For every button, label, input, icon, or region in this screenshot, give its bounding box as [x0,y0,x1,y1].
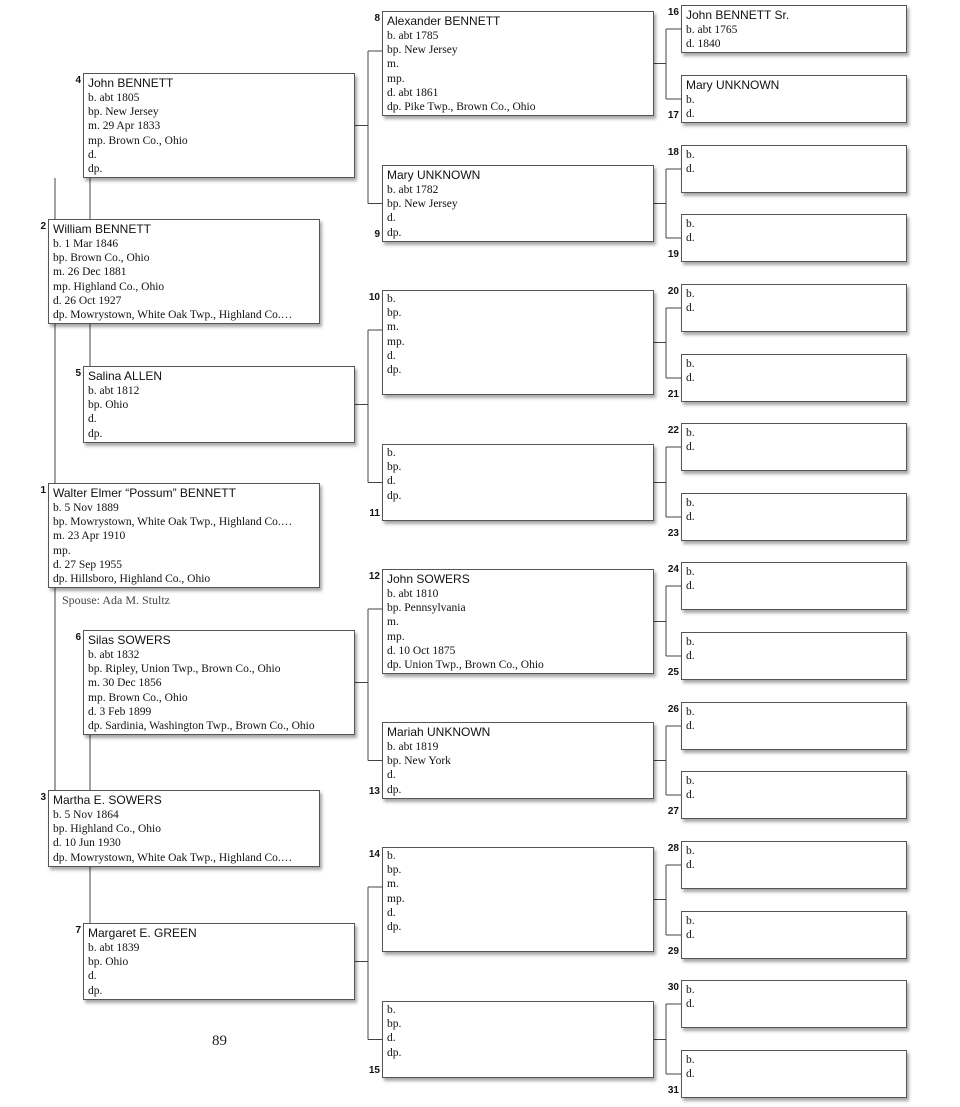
person-fact: b. 1 Mar 1846 [53,238,119,250]
person-name: Mary UNKNOWN [686,78,780,92]
person-fact: mp. [53,544,71,557]
person-box-15 [382,1001,654,1078]
ahnentafel-number: 4 [75,75,81,86]
person-name: John SOWERS [387,572,470,586]
person-fact: bp. Ohio [88,399,129,412]
person-fact: dp. [387,226,402,239]
person-fact: d. 1840 [686,38,721,50]
person-fact: b. [686,566,695,578]
person-fact: dp. [387,1046,402,1059]
ahnentafel-number: 27 [667,806,679,817]
page-number: 89 [212,1033,227,1049]
person-fact: d. [387,769,396,782]
person-fact: bp. [387,1018,402,1031]
person-fact: bp. New Jersey [88,106,159,119]
person-fact: b. abt 1819 [387,741,439,753]
person-fact: m. 30 Dec 1856 [88,677,162,690]
person-fact: d. [88,413,97,426]
person-box-14 [382,847,654,952]
ahnentafel-number: 2 [40,221,46,232]
person-fact: b. [686,775,695,787]
person-fact: d. 26 Oct 1927 [53,294,122,307]
ahnentafel-number: 15 [368,1065,380,1076]
person-fact: dp. [88,163,103,176]
person-fact: b. [686,845,695,857]
ahnentafel-number: 26 [667,704,679,715]
person-fact: dp. [387,783,402,796]
person-fact: mp. Highland Co., Ohio [53,280,165,293]
person-name: John BENNETT [88,76,174,90]
ahnentafel-number: 6 [75,632,81,643]
person-fact: b. [686,94,695,106]
person-box-18 [681,145,907,193]
person-fact: d. abt 1861 [387,86,439,99]
person-fact: d. [686,859,695,871]
person-box-21 [681,354,907,402]
person-box-16 [681,5,907,53]
ahnentafel-number: 23 [667,528,679,539]
person-fact: b. [686,288,695,300]
ahnentafel-number: 1 [40,485,46,496]
person-fact: d. [686,108,695,120]
person-fact: d. 3 Feb 1899 [88,705,152,718]
person-fact: bp. Brown Co., Ohio [53,252,150,265]
person-fact: d. [686,998,695,1010]
person-fact: d. [686,163,695,175]
person-fact: mp. [387,892,405,905]
person-fact: b. [686,149,695,161]
person-name: Martha E. SOWERS [53,793,162,807]
person-fact: b. abt 1839 [88,942,140,954]
person-box-7 [83,923,355,1000]
person-box-24 [681,562,907,610]
person-box-13 [382,722,654,799]
person-fact: b. abt 1805 [88,92,140,104]
person-fact: mp. Brown Co., Ohio [88,134,188,147]
person-fact: dp. [387,489,402,502]
person-box-19 [681,214,907,262]
person-fact: b. abt 1782 [387,184,439,196]
person-box-11 [382,444,654,521]
person-fact: m. 29 Apr 1833 [88,120,161,133]
person-fact: b. [686,1054,695,1066]
person-fact: d. [686,302,695,314]
person-fact: b. 5 Nov 1889 [53,502,119,514]
person-name: William BENNETT [53,222,151,236]
person-fact: d. [686,929,695,941]
person-fact: b. [686,358,695,370]
person-fact: b. abt 1765 [686,24,738,36]
person-fact: d. [387,1032,396,1045]
person-box-12 [382,569,654,674]
ahnentafel-number: 9 [374,229,380,240]
person-fact: bp. New Jersey [387,198,458,211]
person-fact: b. [686,984,695,996]
person-fact: dp. Union Twp., Brown Co., Ohio [387,659,544,672]
person-fact: m. 26 Dec 1881 [53,266,127,279]
person-fact: d. [686,511,695,523]
person-fact: dp. [88,427,103,440]
person-name: Mary UNKNOWN [387,168,481,182]
person-fact: b. [686,636,695,648]
person-box-25 [681,632,907,680]
person-fact: d. [686,372,695,384]
person-fact: m. [387,321,399,334]
person-fact: b. abt 1812 [88,385,140,397]
person-fact: bp. [387,307,402,320]
person-fact: mp. [387,335,405,348]
ahnentafel-number: 14 [368,849,380,860]
person-fact: d. [387,349,396,362]
person-box-17 [681,75,907,123]
person-fact: d. [686,720,695,732]
person-box-4 [83,73,355,178]
ahnentafel-number: 3 [40,792,46,803]
ahnentafel-number: 5 [75,368,81,379]
person-fact: dp. [88,984,103,997]
person-fact: m. [387,878,399,891]
person-box-31 [681,1050,907,1098]
person-box-5 [83,366,355,443]
ahnentafel-number: 17 [667,110,679,121]
person-name: Alexander BENNETT [387,14,501,28]
person-fact: dp. Pike Twp., Brown Co., Ohio [387,101,536,114]
person-fact: dp. Mowrystown, White Oak Twp., Highland Co.… [53,851,293,864]
person-box-2 [48,219,320,324]
person-fact: bp. Ripley, Union Twp., Brown Co., Ohio [88,663,281,676]
person-fact: dp. [387,364,402,377]
person-box-23 [681,493,907,541]
ahnentafel-number: 12 [368,571,380,582]
spouse-note: Spouse: Ada M. Stultz [62,593,171,607]
ahnentafel-number: 24 [667,564,679,575]
person-fact: b. [387,293,396,305]
person-fact: b. abt 1810 [387,588,439,600]
person-fact: mp. Brown Co., Ohio [88,691,188,704]
ahnentafel-number: 16 [667,7,679,18]
person-fact: d. [387,212,396,225]
ahnentafel-number: 8 [374,13,380,24]
person-name: Mariah UNKNOWN [387,725,491,739]
person-fact: d. [88,148,97,161]
person-box-27 [681,771,907,819]
person-fact: dp. Mowrystown, White Oak Twp., Highland Co.… [53,309,293,322]
person-box-22 [681,423,907,471]
ahnentafel-number: 22 [667,425,679,436]
person-fact: d. [387,906,396,919]
person-fact: d. [686,441,695,453]
ahnentafel-number: 11 [369,508,380,519]
person-fact: d. [686,789,695,801]
ahnentafel-number: 30 [667,982,679,993]
person-fact: mp. [387,72,405,85]
person-name: Walter Elmer “Possum” BENNETT [53,486,236,500]
ahnentafel-number: 13 [368,786,380,797]
ahnentafel-number: 21 [667,389,679,400]
ahnentafel-number: 28 [667,843,679,854]
person-fact: bp. [387,864,402,877]
person-fact: bp. Ohio [88,956,129,969]
person-fact: b. abt 1832 [88,649,140,661]
person-fact: bp. New Jersey [387,44,458,57]
ahnentafel-number: 19 [667,249,679,260]
person-fact: mp. [387,630,405,643]
person-fact: b. [387,447,396,459]
person-fact: d. [686,650,695,662]
person-box-9 [382,165,654,242]
person-fact: m. [387,58,399,71]
person-name: John BENNETT Sr. [686,8,790,22]
ahnentafel-number: 29 [667,946,679,957]
person-box-1 [48,483,320,588]
person-name: Salina ALLEN [88,369,163,383]
person-fact: b. [686,497,695,509]
person-fact: dp. Sardinia, Washington Twp., Brown Co., Ohio [88,720,315,733]
person-fact: m. [387,616,399,629]
person-fact: b. [387,1004,396,1016]
person-box-30 [681,980,907,1028]
person-box-20 [681,284,907,332]
person-fact: b. [686,218,695,230]
ahnentafel-number: 31 [667,1085,679,1096]
person-fact: dp. Hillsboro, Highland Co., Ohio [53,573,211,586]
person-fact: b. abt 1785 [387,30,439,42]
person-box-28 [681,841,907,889]
person-fact: bp. Pennsylvania [387,602,466,615]
person-fact: b. [686,915,695,927]
person-fact: d. [686,580,695,592]
ahnentafel-number: 25 [667,667,679,678]
person-fact: d. [88,970,97,983]
person-box-29 [681,911,907,959]
person-fact: bp. [387,461,402,474]
ahnentafel-number: 10 [368,292,380,303]
person-name: Margaret E. GREEN [88,926,197,940]
person-fact: dp. [387,921,402,934]
person-fact: d. 10 Oct 1875 [387,644,456,657]
person-fact: d. [686,1068,695,1080]
person-fact: bp. Mowrystown, White Oak Twp., Highland Co.… [53,516,293,529]
ahnentafel-number: 18 [667,147,679,158]
person-box-10 [382,290,654,395]
person-box-8 [382,11,654,116]
ahnentafel-number: 20 [667,286,679,297]
person-box-26 [681,702,907,750]
person-fact: d. [387,475,396,488]
person-fact: b. 5 Nov 1864 [53,809,119,821]
person-fact: d. [686,232,695,244]
person-fact: d. 10 Jun 1930 [53,837,121,850]
person-fact: m. 23 Apr 1910 [53,530,126,543]
person-box-6 [83,630,355,735]
person-fact: bp. Highland Co., Ohio [53,823,161,836]
person-fact: b. [686,706,695,718]
person-name: Silas SOWERS [88,633,171,647]
person-fact: b. [686,427,695,439]
ahnentafel-number: 7 [75,925,81,936]
person-box-3 [48,790,320,867]
person-fact: b. [387,850,396,862]
person-fact: d. 27 Sep 1955 [53,558,122,571]
person-fact: bp. New York [387,755,451,768]
